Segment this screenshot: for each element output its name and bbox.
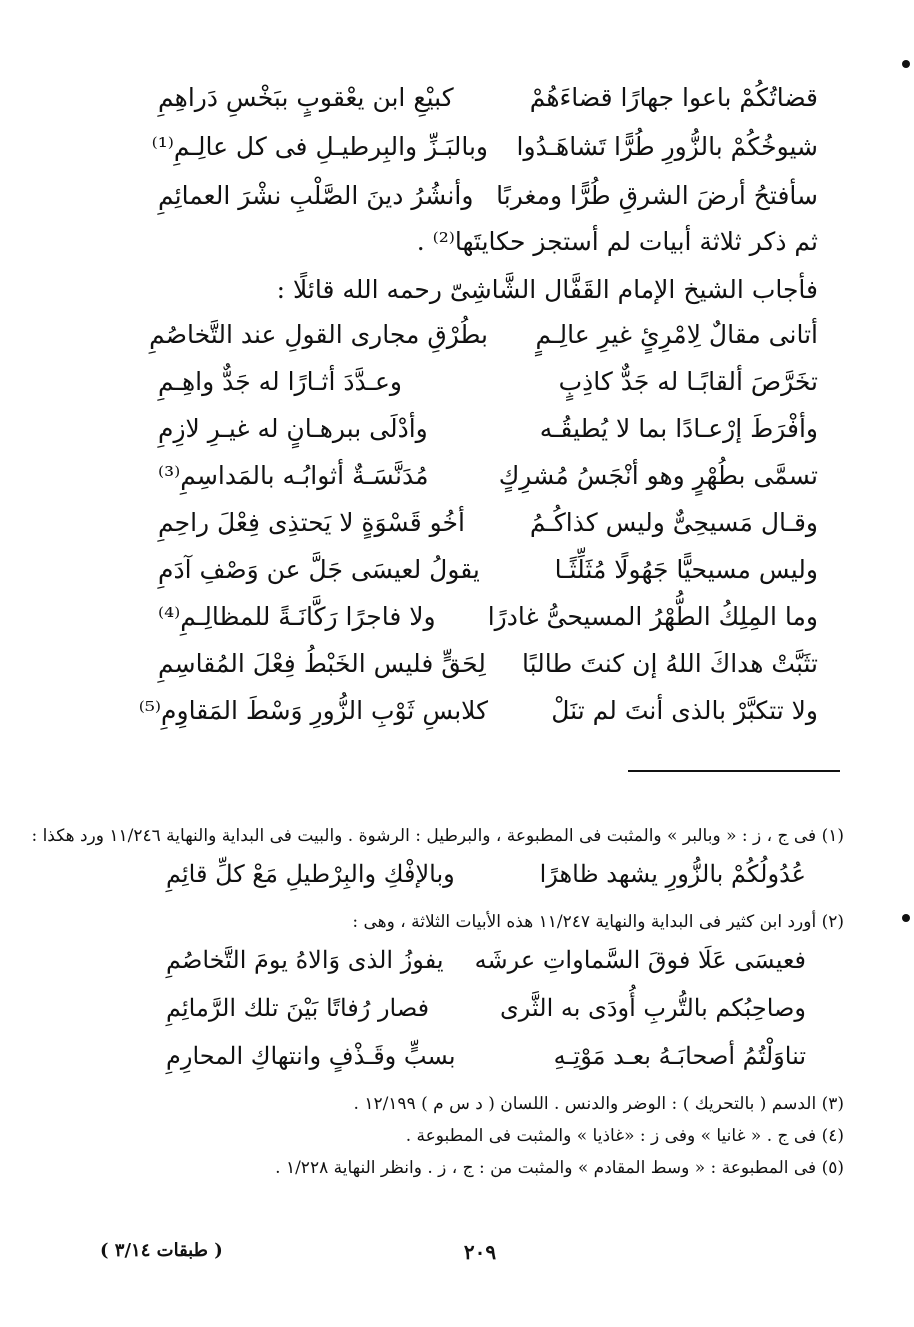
footnote-1: (١) فى ج ، ز : « وبالبر » والمثبت فى المطبوعة ، والبرطيل : الرشوة . والبيت فى البداية والنهاية ١١/٢٤٦ ورد هكذا : [31, 826, 844, 846]
poem-verse [158, 407, 818, 457]
footnote-verse [166, 1034, 806, 1082]
verse-first-hemistich: وليس مسيحيًّا جَهُولًا مُثَلِّثًـا [554, 555, 818, 584]
footnote-separator [628, 770, 840, 772]
verse-first-hemistich: تناوَلْتُمُ أصحابَـهُ بعـد مَوْتِـهِ [553, 1042, 806, 1070]
verse-second-hemistich: بسبٍّ وقَـذْفٍ وانتهاكِ المحارِمِ [166, 1042, 456, 1070]
margin-dot [902, 914, 910, 922]
verse-first-hemistich: ولا تتكبَّرْ بالذى أنتَ لم تنَلْ [551, 696, 818, 725]
verse-second-hemistich: وأنشُرُ دينَ الصَّلْبِ نشْرَ العمائِمِ [158, 181, 474, 210]
verse-first-hemistich: سأفتحُ أرضَ الشرقِ طُرًّا ومغربًا [496, 181, 818, 210]
verse-first-hemistich: قضاتُكُمْ باعوا جهارًا قضاءَهُمْ [529, 83, 818, 112]
footnote-verse [166, 986, 806, 1034]
verse-second-hemistich: لِحَقٍّ فليس الخَبْطُ فِعْلَ المُقاسِمِ [158, 649, 486, 678]
prose-line: فأجاب الشيخ الإمام القَفَّال الشَّاشِىّ رحمه الله قائلًا : [276, 275, 818, 304]
verse-first-hemistich: وصاحِبُكم بالتُّربِ أُودَى به الثَّرى [499, 994, 806, 1022]
verse-second-hemistich: بطُرْقِ مجارى القولِ عند التَّخاصُمِ [149, 320, 488, 349]
poem-verse [149, 313, 818, 363]
footnote-verse [166, 852, 806, 900]
poem-verse [158, 76, 818, 126]
verse-second-hemistich: كلابسِ ثَوْبِ الزُّورِ وَسْطَ المَقاوِمِ⁽⁵⁾ [138, 696, 488, 725]
poem-verse [158, 360, 818, 410]
verse-first-hemistich: وأفْرَطَ إرْعـادًا بما لا يُطيقُـه [539, 414, 818, 443]
footnote-3: (٣) الدسم ( بالتحريك ) : الوضر والدنس . اللسان ( د س م ) ١٢/١٩٩ . [353, 1094, 844, 1114]
verse-first-hemistich: عُدُولُكُمْ بالزُّورِ يشهد ظاهرًا [539, 860, 806, 888]
verse-second-hemistich: مُدَنَّسَـةٌ أثوابُـه بالمَداسِمِ⁽³⁾ [158, 461, 429, 490]
signature-mark: ( طبقات ٣/١٤ ) [100, 1240, 223, 1261]
verse-first-hemistich: تخَرَّصَ ألقابًـا له جَدٌّ كاذِبٍ [558, 367, 818, 396]
verse-second-hemistich: وعـدَّدَ أثـارًا له جَدٌّ واهِـمِ [158, 367, 402, 396]
prose-line: ثم ذكر ثلاثة أبيات لم أستجز حكايتَها⁽²⁾ . [416, 227, 818, 256]
verse-second-hemistich: أخُو قَسْوَةٍ لا يَحتذِى فِعْلَ راحِمِ [158, 508, 465, 537]
footnote-verse [166, 938, 806, 986]
margin-dot [902, 60, 910, 68]
verse-first-hemistich: أتانى مقالٌ لِامْرِئٍ غيرِ عالِـمٍ [535, 320, 818, 349]
page-number: ٢٠٩ [463, 1240, 497, 1264]
poem-verse [138, 689, 818, 739]
verse-second-hemistich: وأدْلَى ببرهـانٍ له غيـرِ لازِمِ [158, 414, 428, 443]
poem-verse [158, 548, 818, 598]
verse-first-hemistich: شيوخُكُمْ بالزُّورِ طُرًّا تَشاهَـدُوا [516, 132, 818, 161]
poem-verse [158, 501, 818, 551]
verse-second-hemistich: يفوزُ الذى وَالاهُ يومَ التَّخاصُمِ [166, 946, 444, 974]
verse-first-hemistich: فعيسَى عَلَا فوقَ السَّماواتِ عرشَه [474, 946, 806, 974]
footnote-4: (٤) فى ج . « غانيا » وفى ز : «غاذيا » والمثبت فى المطبوعة . [405, 1126, 844, 1146]
verse-first-hemistich: وقـال مَسيحِىٌّ وليس كذاكُـمُ [529, 508, 818, 537]
verse-first-hemistich: وما المِلِكُ الطُّهْرُ المسيحىُّ غادرًا [487, 602, 818, 631]
verse-second-hemistich: ولا فاجرًا رَكَّانَـةً للمظالِـمِ⁽⁴⁾ [158, 602, 436, 631]
verse-second-hemistich: يقولُ لعيسَى جَلَّ عن وَصْفِ آدَمِ [158, 555, 480, 584]
verse-first-hemistich: تسمَّى بطُهْرٍ وهو أنْجَسُ مُشرِكٍ [498, 461, 818, 490]
verse-second-hemistich: وبالبَـزِّ والبِرطيـلِ فى كل عالِـمِ⁽¹⁾ [151, 132, 488, 161]
verse-second-hemistich: وبالإفْكِ والبِرْطيلِ مَعْ كلِّ قائِمِ [166, 860, 455, 888]
footnote-2: (٢) أورد ابن كثير فى البداية والنهاية ١١/٢٤٧ هذه الأبيات الثلاثة ، وهى : [352, 912, 844, 932]
verse-second-hemistich: كبيْعِ ابن يعْقوبٍ ببَخْسِ دَراهِمِ [158, 83, 454, 112]
poem-verse [158, 595, 818, 645]
verse-second-hemistich: فصار رُفاتًا بَيْنَ تلك الرَّمائِمِ [166, 994, 430, 1022]
verse-first-hemistich: تثَبَّتْ هداكَ اللهُ إن كنتَ طالبًا [521, 649, 818, 678]
footnote-5: (٥) فى المطبوعة : « وسط المقادم » والمثبت من : ج ، ز . وانظر النهاية ١/٢٢٨ . [275, 1158, 844, 1178]
poem-verse [158, 642, 818, 692]
poem-verse [158, 174, 818, 224]
poem-verse [151, 125, 818, 175]
poem-verse [158, 454, 818, 504]
